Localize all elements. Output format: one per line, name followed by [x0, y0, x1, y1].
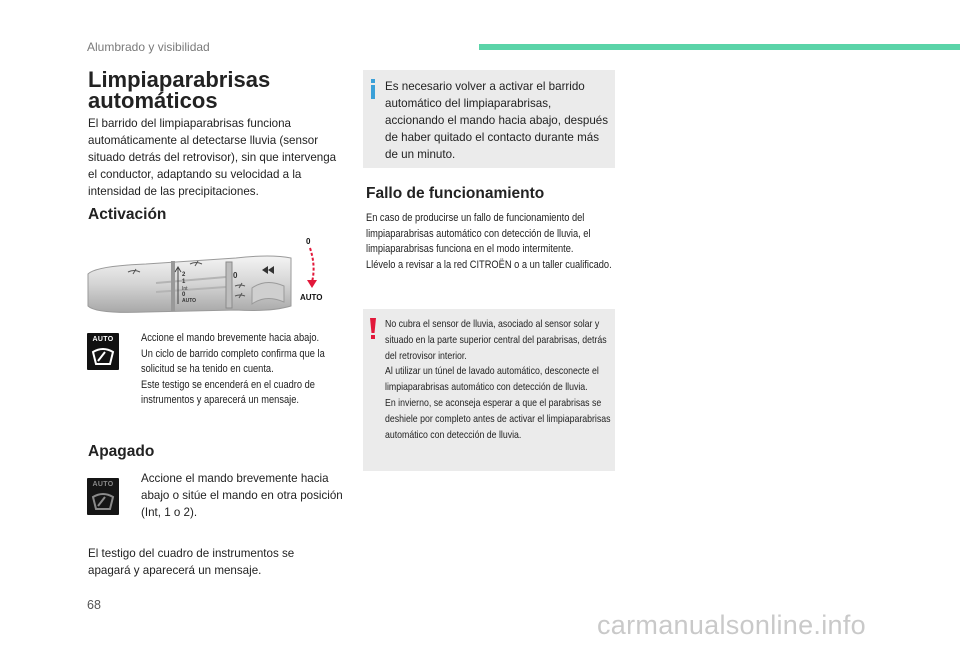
heading-fallo: Fallo de funcionamiento [366, 185, 545, 202]
label-zero-right: 0 [233, 271, 238, 280]
info-note-text: Es necesario volver a activar el barrido automático del limpiaparabrisas, accionando el mando hacia abajo, después de haber quitado el contacto durante más de un minuto. [385, 80, 609, 161]
section-title: Alumbrado y visibilidad [87, 40, 210, 54]
label-auto-small: AUTO [182, 298, 197, 304]
apagado-after-text: El testigo del cuadro de instrumentos se apagará y aparecerá un mensaje. [88, 547, 295, 577]
wiper-stalk-figure [86, 232, 332, 328]
info-icon [368, 79, 378, 99]
header-accent-bar [479, 44, 960, 50]
activacion-text: Accione el mando brevemente hacia abajo. Un ciclo de barrido completo confirma que la solicitud se ha tenido en cuenta. Este testigo se encenderá en el cuadro de instrumentos y aparecerá un mensaje. [141, 332, 325, 406]
windscreen-wiper-icon [91, 346, 115, 366]
label-pos2: 2 [182, 272, 186, 278]
label-zero: 0 [182, 292, 186, 298]
fallo-text: En caso de producirse un fallo de funcionamiento del limpiaparabrisas automático con detección de lluvia, el limpiaparabrisas funciona en el modo intermitente. Llévelo a revisar a la red CITROËN o a un taller cualificado. [366, 212, 612, 271]
auto-wiper-indicator-on-icon [87, 333, 119, 370]
label-pos0: 0 [306, 237, 311, 246]
windscreen-wiper-off-icon [91, 491, 115, 511]
indicator-label-on: AUTO [92, 336, 114, 343]
label-pos1: 1 [182, 279, 186, 285]
heading-apagado: Apagado [88, 443, 155, 460]
warning-note-text: No cubra el sensor de lluvia, asociado al sensor solar y situado en la parte superior central del parabrisas, detrás del retrovisor interior. Al utilizar un túnel de lavado automático, desconecte el limpiaparabrisas automático con detección de lluvia. En invierno, se aconseja esperar a que el parabrisas se deshiele por completo antes de activar el limpiaparabrisas automático con detección de lluvia. [385, 319, 611, 441]
intro-paragraph: El barrido del limpiaparabrisas funciona automáticamente al detectarse lluvia (sensor situado detrás del retrovisor), sin que intervenga el conductor, adaptando su velocidad a la intensidad de las precipitaciones. [88, 117, 337, 198]
label-int: Int [182, 286, 188, 292]
auto-wiper-indicator-off-icon [87, 478, 119, 515]
watermark: carmanualsonline.info [597, 610, 866, 640]
heading-activacion: Activación [88, 206, 167, 223]
page-title: Limpiaparabrisas automáticos [88, 67, 271, 113]
indicator-label-off: AUTO [92, 481, 114, 488]
label-auto: AUTO [300, 293, 323, 302]
page-number: 68 [87, 598, 101, 612]
warning-icon [368, 318, 378, 340]
apagado-text: Accione el mando brevemente hacia abajo o sitúe el mando en otra posición (Int, 1 o 2). [141, 472, 343, 519]
